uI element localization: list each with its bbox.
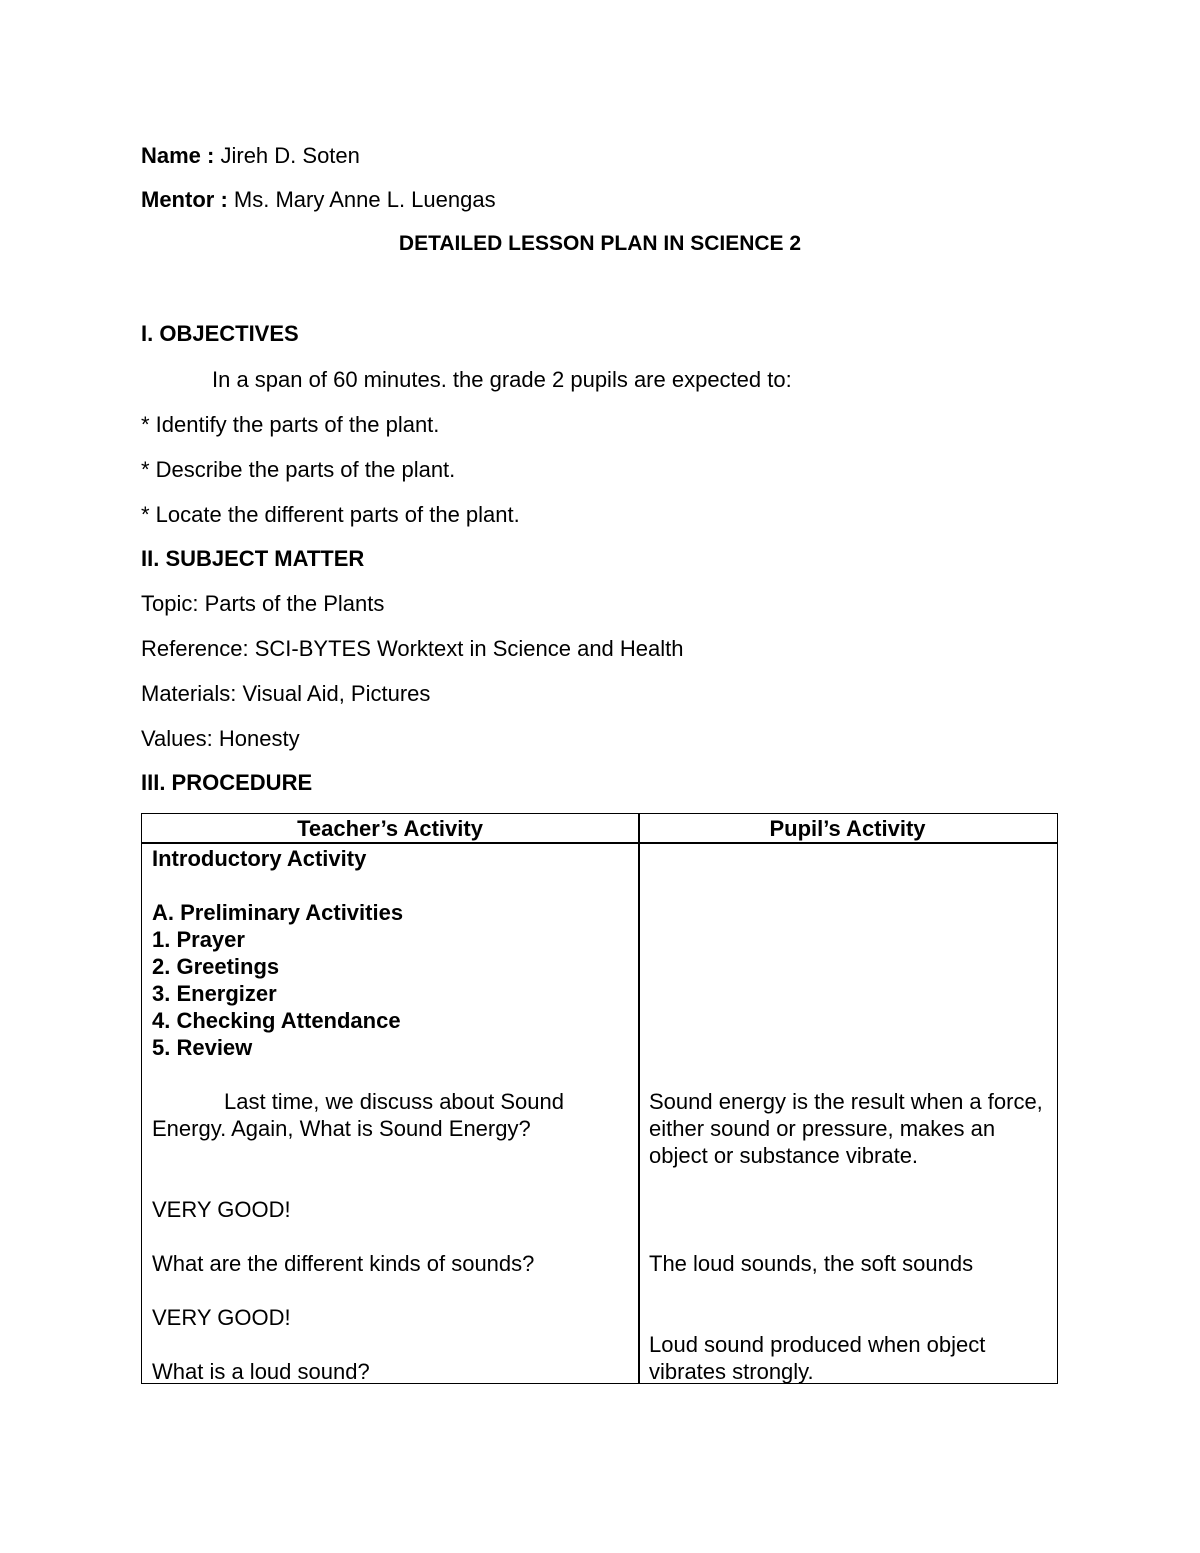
teacher-question-loud-sound: What is a loud sound?	[152, 1359, 370, 1384]
topic-line: Topic: Parts of the Plants	[141, 591, 385, 616]
teacher-activity-header: Teacher’s Activity	[297, 816, 483, 841]
very-good-text: VERY GOOD!	[152, 1197, 291, 1222]
materials-line: Materials: Visual Aid, Pictures	[141, 681, 431, 706]
pupil-answer-kinds-of-sounds: The loud sounds, the soft sounds	[649, 1251, 974, 1276]
name-label: Name :	[141, 143, 215, 168]
step-item: 1. Prayer	[152, 927, 245, 952]
objectives-heading: I. OBJECTIVES	[141, 321, 299, 346]
name-line	[141, 143, 360, 169]
preliminary-activities: A. Preliminary Activities	[152, 900, 404, 925]
values-line: Values: Honesty	[141, 726, 300, 751]
name-value: Jireh D. Soten	[220, 143, 360, 168]
document-title: DETAILED LESSON PLAN IN SCIENCE 2	[398, 232, 802, 255]
teacher-question-sound-energy: Last time, we discuss about Sound Energy. Again, What is Sound Energy?	[152, 1089, 564, 1141]
mentor-value: Ms. Mary Anne L. Luengas	[233, 187, 496, 212]
subject-matter-heading: II. SUBJECT MATTER	[141, 546, 365, 571]
step-item: 2. Greetings	[152, 954, 280, 979]
pupil-activity-header: Pupil’s Activity	[769, 816, 926, 841]
introductory-activity: Introductory Activity	[152, 846, 367, 871]
objective-item: * Locate the different parts of the plant.	[141, 502, 520, 527]
mentor-label: Mentor :	[141, 187, 228, 212]
objective-item: * Describe the parts of the plant.	[141, 457, 456, 482]
pupil-answer-sound-energy: Sound energy is the result when a force, either sound or pressure, makes an object or substance vibrate.	[649, 1089, 1043, 1168]
column-divider	[638, 814, 640, 1383]
mentor-line	[141, 187, 496, 213]
objectives-intro: In a span of 60 minutes. the grade 2 pupils are expected to:	[212, 367, 792, 392]
very-good-text: VERY GOOD!	[152, 1305, 291, 1330]
header-divider	[142, 842, 1057, 844]
step-item: 5. Review	[152, 1035, 253, 1060]
procedure-table	[141, 813, 1058, 1384]
objective-item: * Identify the parts of the plant.	[141, 412, 440, 437]
teacher-question-kinds-of-sounds: What are the different kinds of sounds?	[152, 1251, 535, 1276]
procedure-heading: III. PROCEDURE	[141, 770, 313, 795]
step-item: 4. Checking Attendance	[152, 1008, 401, 1033]
reference-line: Reference: SCI-BYTES Worktext in Science and Health	[141, 636, 684, 661]
pupil-answer-loud-sound: Loud sound produced when object vibrates strongly.	[649, 1332, 986, 1384]
step-item: 3. Energizer	[152, 981, 277, 1006]
